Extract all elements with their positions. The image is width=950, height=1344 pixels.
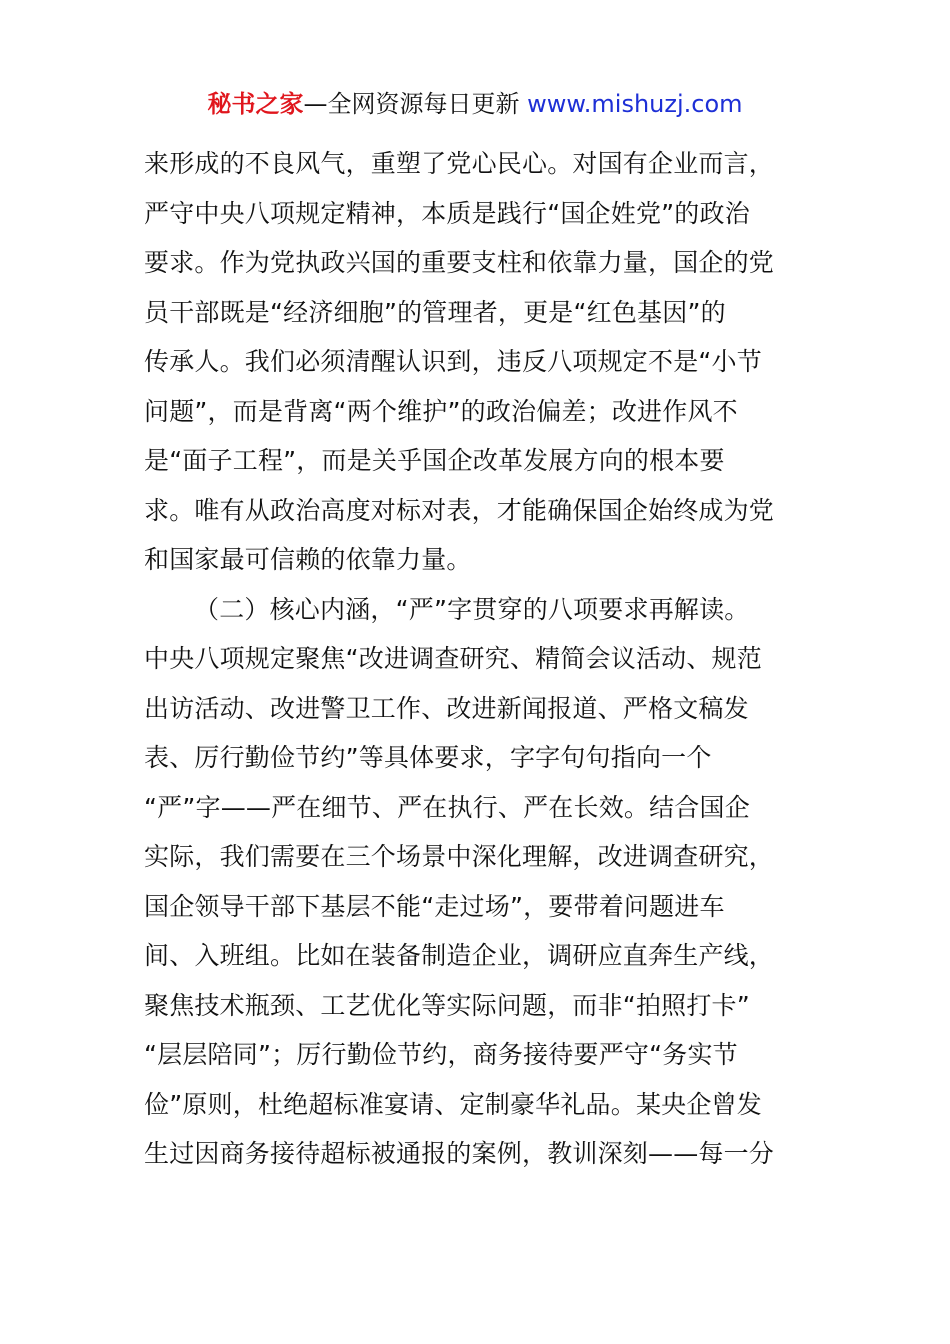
text-line: 和国家最可信赖的依靠力量。 bbox=[144, 545, 472, 574]
text-line: 间、入班组。比如在装备制造企业，调研应直奔生产线， bbox=[144, 941, 775, 970]
text-line: 求。唯有从政治高度对标对表，才能确保国企始终成为党 bbox=[144, 495, 775, 525]
header-tagline: —全网资源每日更新 bbox=[303, 90, 528, 118]
section-heading-line: （二）核心内涵，“严”字贯穿的八项要求再解读。 bbox=[194, 594, 750, 624]
header-url-link[interactable]: www.mishuzj.com bbox=[527, 90, 743, 118]
text-line: 实际，我们需要在三个场景中深化理解，改进调查研究， bbox=[144, 842, 775, 871]
text-line: 要求。作为党执政兴国的重要支柱和依靠力量，国企的党 bbox=[144, 248, 775, 277]
page-header bbox=[0, 86, 950, 122]
text-line: 表、厉行勤俭节约”等具体要求，字字句句指向一个 bbox=[144, 743, 712, 772]
text-line: 是“面子工程”，而是关乎国企改革发展方向的根本要 bbox=[144, 446, 725, 475]
text-line: 来形成的不良风气，重塑了党心民心。对国有企业而言， bbox=[144, 149, 775, 178]
text-line: 中央八项规定聚焦“改进调查研究、精简会议活动、规范 bbox=[144, 644, 762, 673]
text-line: 严守中央八项规定精神，本质是践行“国企姓党”的政治 bbox=[144, 198, 750, 228]
text-line: 国企领导干部下基层不能“走过场”，要带着问题进车 bbox=[144, 891, 725, 921]
text-line: “严”字——严在细节、严在执行、严在长效。结合国企 bbox=[144, 792, 750, 822]
header-brand: 秘书之家 bbox=[207, 90, 304, 118]
text-line: 传承人。我们必须清醒认识到，违反八项规定不是“小节 bbox=[144, 347, 762, 376]
text-line: 聚焦技术瓶颈、工艺优化等实际问题，而非“拍照打卡” bbox=[144, 990, 750, 1020]
text-line: 问题”，而是背离“两个维护”的政治偏差；改进作风不 bbox=[144, 396, 738, 426]
document-body bbox=[144, 139, 814, 1179]
text-line: 俭”原则，杜绝超标准宴请、定制豪华礼品。某央企曾发 bbox=[144, 1089, 762, 1119]
text-line: 员干部既是“经济细胞”的管理者，更是“红色基因”的 bbox=[144, 297, 726, 327]
text-line: 出访活动、改进警卫工作、改进新闻报道、严格文稿发 bbox=[144, 693, 749, 723]
text-line: 生过因商务接待超标被通报的案例，教训深刻——每一分 bbox=[144, 1139, 775, 1168]
text-line: “层层陪同”；厉行勤俭节约，商务接待要严守“务实节 bbox=[144, 1040, 738, 1069]
